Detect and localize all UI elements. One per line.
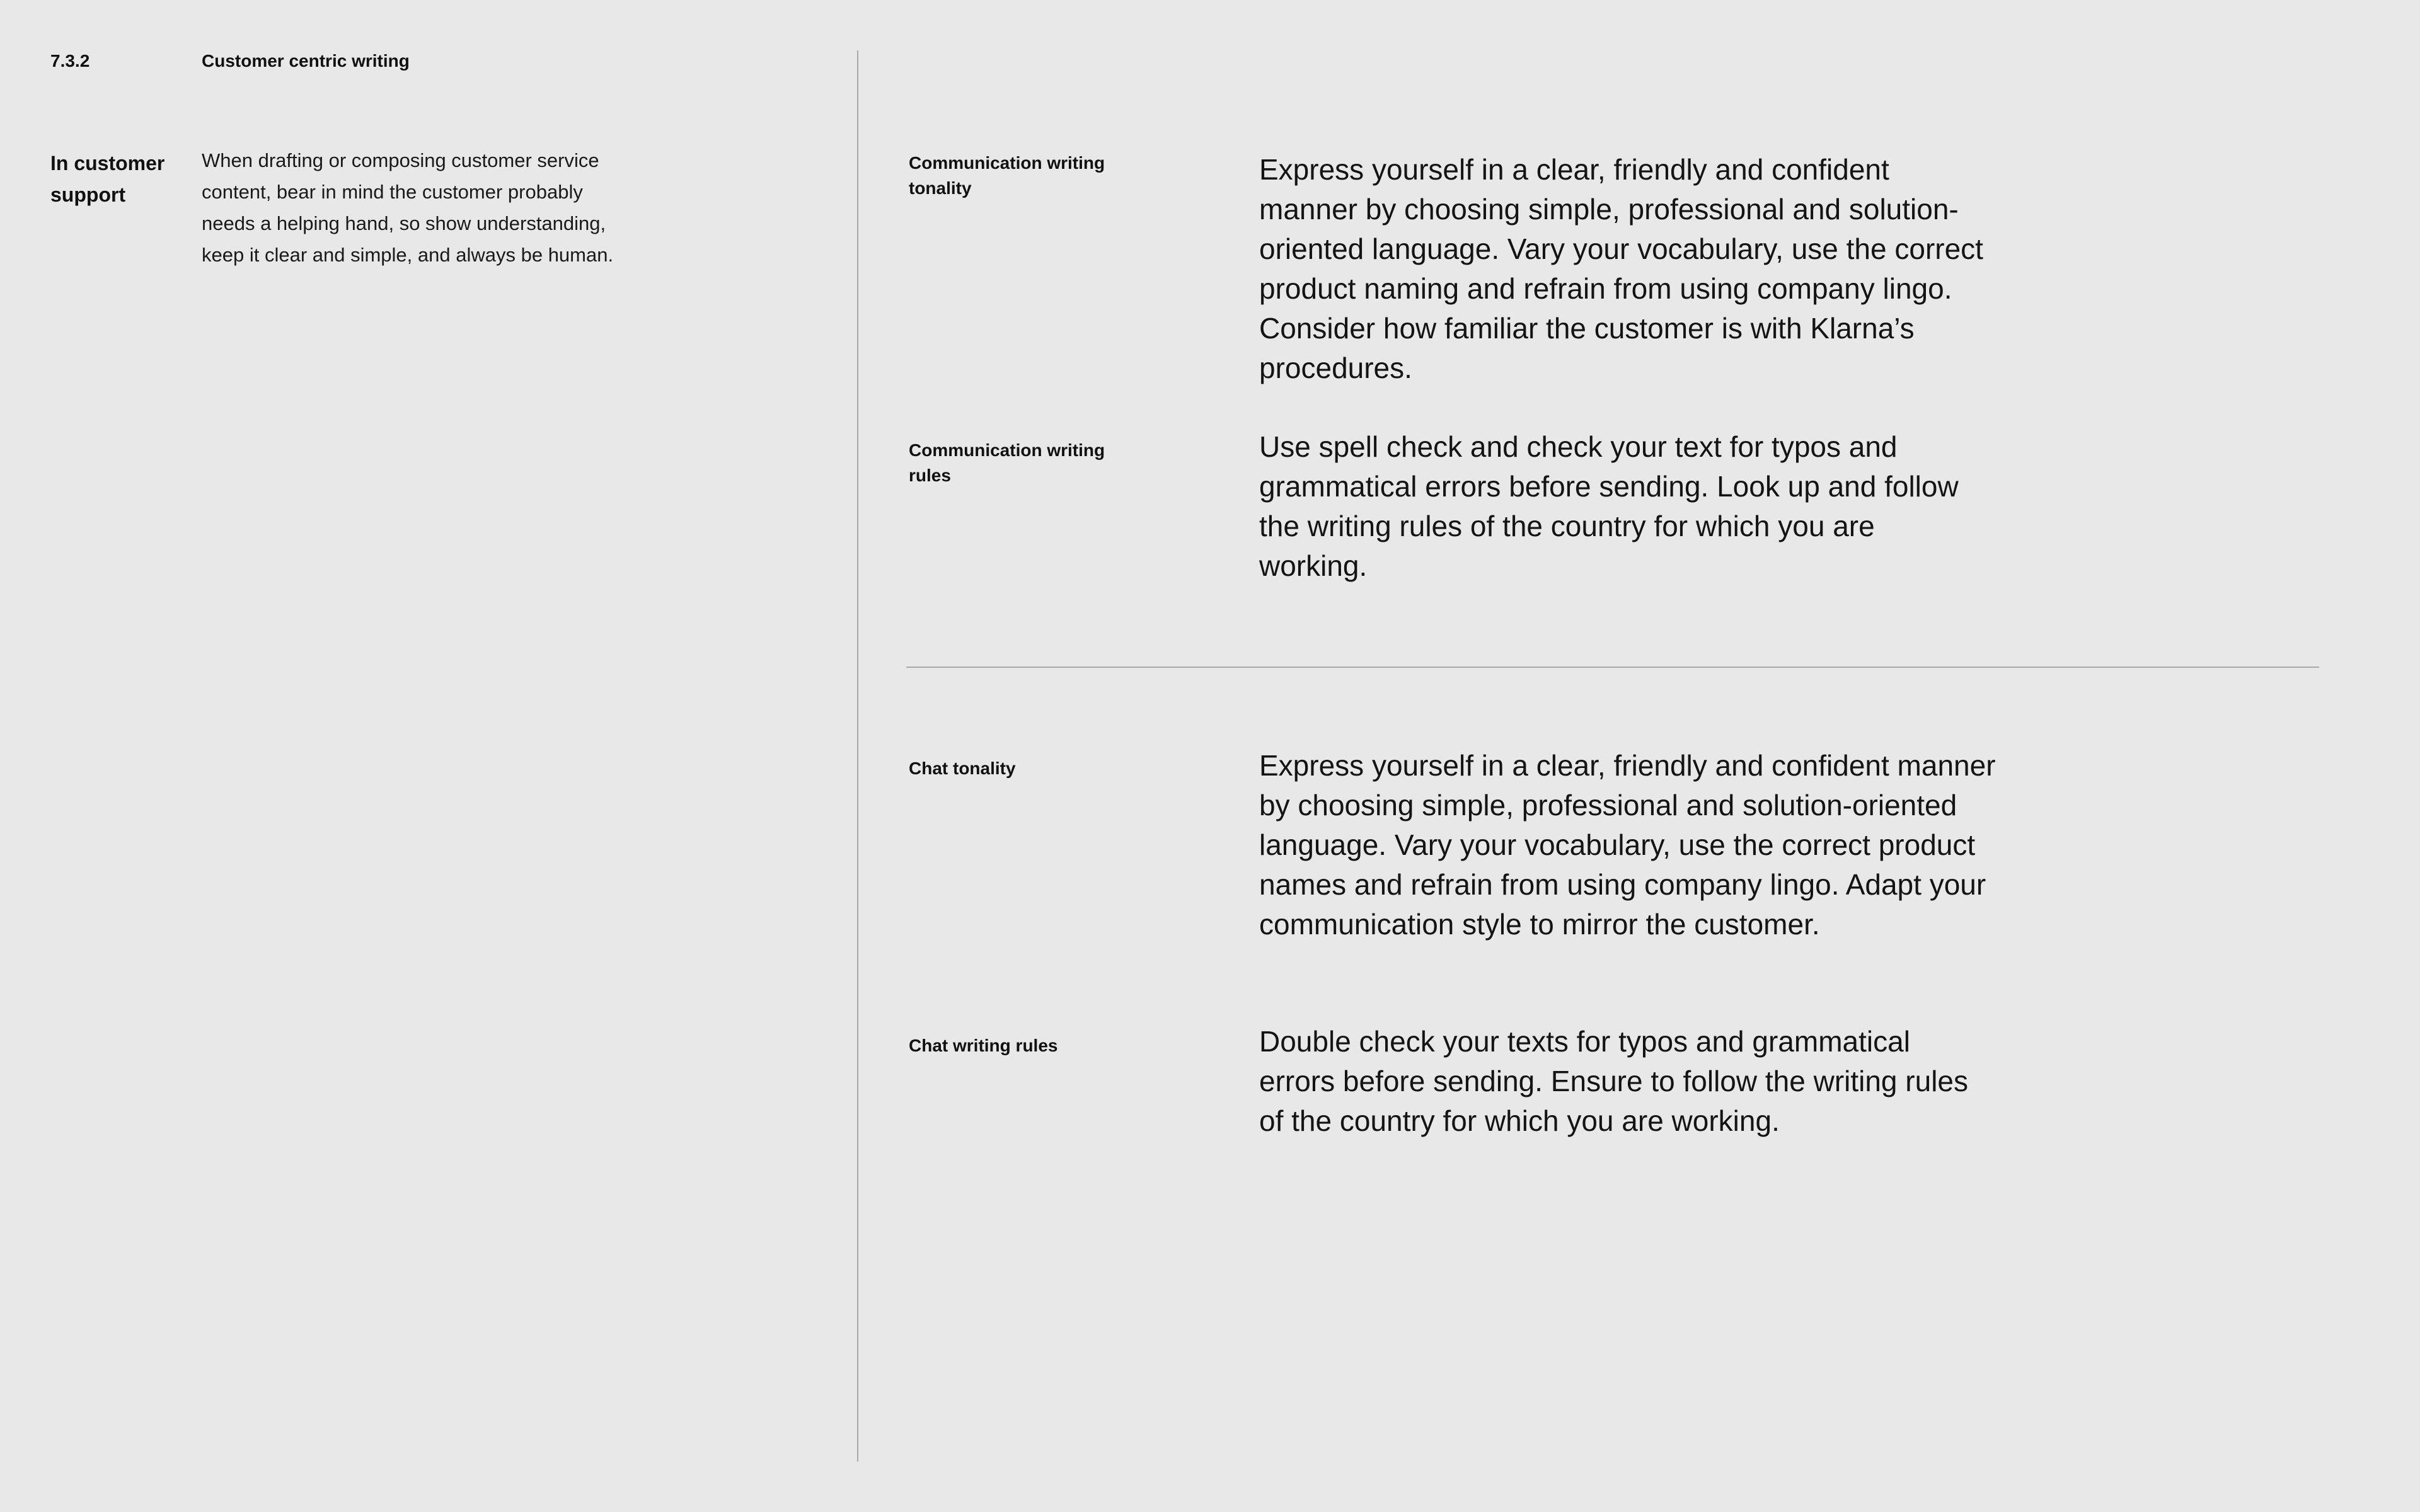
chat-tonality-label: Chat tonality [909, 759, 1016, 778]
chat-tonality-text: Express yourself in a clear, friendly and confident manner by choosing simple, professional and solution-oriented language. Vary your vocabulary, use the correct product names and refrain from using company lingo. Adapt your communication style to mirror the customer. [1259, 749, 1996, 941]
communication-tonality-text: Express yourself in a clear, friendly and confident manner by choosing simple, professional and solution-oriented language. Vary your vocabulary, use the correct product naming and refrain from using company lingo. Consider how familiar the customer is with Klarna’s procedures. [1259, 153, 1983, 384]
horizontal-divider [906, 667, 2319, 668]
communication-rules-text: Use spell check and check your text for typos and grammatical errors before sending. Look up and follow the writing rules of the country for which you are working. [1259, 430, 1959, 582]
communication-rules-label: Communication writing rules [909, 440, 1105, 485]
communication-tonality-label: Communication writing tonality [909, 153, 1105, 198]
chat-rules-text: Double check your texts for typos and grammatical errors before sending. Ensure to follow the writing rules of the country for which you are working. [1259, 1025, 1969, 1137]
intro-body: When drafting or composing customer service content, bear in mind the customer probably needs a helping hand, so show understanding, keep it clear and simple, and always be human. [202, 149, 614, 266]
chat-rules-label: Chat writing rules [909, 1036, 1058, 1055]
section-title: Customer centric writing [202, 51, 410, 71]
vertical-divider [857, 50, 858, 1462]
section-number: 7.3.2 [50, 51, 90, 71]
intro-heading: In customer support [50, 152, 165, 206]
